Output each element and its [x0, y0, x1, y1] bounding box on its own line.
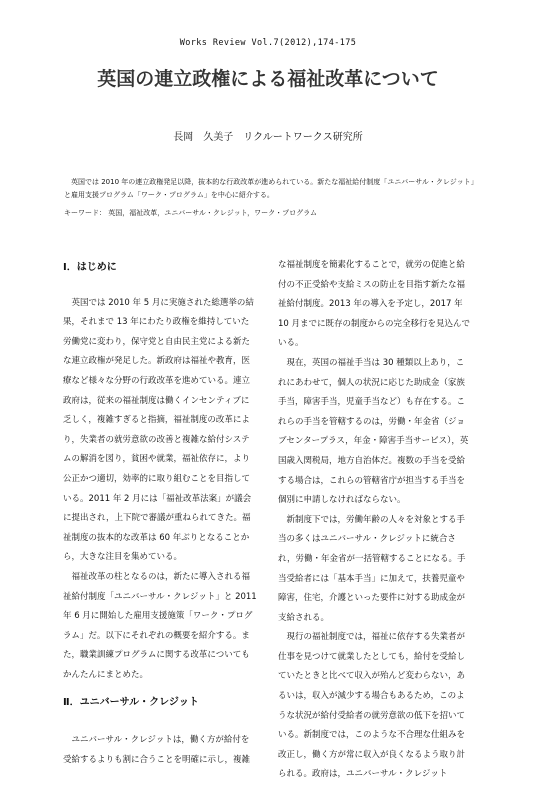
- section-1-paragraph-2: 福祉改革の柱となるのは，新たに導入される福祉給付制度「ユニバーサル・クレジット」と 2011 年 6 月に開始した雇用支援施策「ワーク・プログラム」だ。以下にそれぞれの概要を紹介する。また，職業訓練プログラムに関する改革についてもかんたんにまとめた。: [63, 571, 257, 680]
- section-1-heading: Ⅰ．はじめに: [63, 262, 117, 273]
- paper-title: 英国の連立政権による福祉改革について: [97, 68, 439, 90]
- section-2-heading: Ⅱ．ユニバーサル・クレジット: [63, 697, 199, 709]
- section-2-paragraph-4: 現行の福祉制度では，福祉に依存する失業者が仕事を見つけて就業したとしても，給付を受給していたときと比べて収入が殆んど変わらない，あるいは，収入が減少する場合もあるため，このような状況が給付受給者の就労意欲の低下を招いている。新制度では，このような不合理な仕組みを改正し，働く方が常に収入が良くなるよう取り計られる。政府は，ユニバーサル・クレジット: [278, 632, 466, 780]
- section-2-paragraph-2: 現在，英国の福祉手当は 30 種類以上あり，これにあわせて，個人の状況に応じた助成金（家族手当，障害手当，児童手当など）も存在する。これらの手当を管轄するのは，労働・年金省（ジョブセンタープラス，年金・障害手当サービス），英国歳入関税局，地方自治体だ。複数の手当を受給する場合は，これらの管轄省庁が担当する手当を個別に申請しなければならない。: [278, 357, 469, 506]
- abstract-text: 英国では 2010 年の連立政権発足以降，抜本的な行政改革が進められている。新たな福祉給付制度「ユニバーサル・クレジット」と雇用支援プログラム「ワーク・プログラム」を中心に紹介する。: [64, 178, 478, 199]
- left-column: [63, 256, 257, 770]
- section-1-paragraph-1: 英国では 2010 年 5 月に実施された総選挙の結果，それまで 13 年にわたり政権を維持していた労働党に変わり，保守党と自由民主党による新たな連立政権が発足した。新政府は福祉や教育，医療など様々な分野の行政改革を進めている。連立政府は，従来の福祉制度は働くインセンティブに乏しく，複雑すぎると指摘，福祉制度の改革により，失業者の就労意欲の改善と複雑な給付システムの解消を図り，貧困や就業，福祉依存に，より公正かつ適切，効率的に取り組むことを目指している。2011 年 2 月には「福祉改革法案」が議会に提出され，上下院で審議が重ねられてきた。福祉制度の抜本的な改革は 60 年ぶりとなることから，大きな注目を集めている。: [63, 297, 254, 563]
- section-2-paragraph-1: ユニバーサル・クレジットは，働く方が給付を受給するよりも割に合うことを明確に示し，複雑: [63, 735, 251, 765]
- abstract: [64, 176, 480, 202]
- journal-header: Works Review Vol.7(2012),174-175: [179, 38, 357, 48]
- keywords: キーワード： 英国，福祉改革，ユニバーサル・クレジット，ワーク・プログラム: [64, 209, 317, 217]
- section-2-paragraph-1-cont: な福祉制度を簡素化することで，就労の促進と給付の不正受給や支給ミスの防止を目指す新たな福祉給付制度。2013 年の導入を予定し，2017 年 10 月までに既存の制度からの完全移行を見込んでいる。: [278, 260, 471, 349]
- author-line: 長岡 久美子 リクルートワークス研究所: [173, 132, 363, 143]
- section-2-paragraph-3: 新制度下では，労働年齢の人々を対象とする手当の多くはユニバーサル・クレジットに統合され，労働・年金省が一括管轄することになる。手当受給者には「基本手当」に加えて，扶養児童や障害，住宅，介護といった要件に対する助成金が支給される。: [278, 514, 466, 623]
- right-column: [278, 256, 472, 785]
